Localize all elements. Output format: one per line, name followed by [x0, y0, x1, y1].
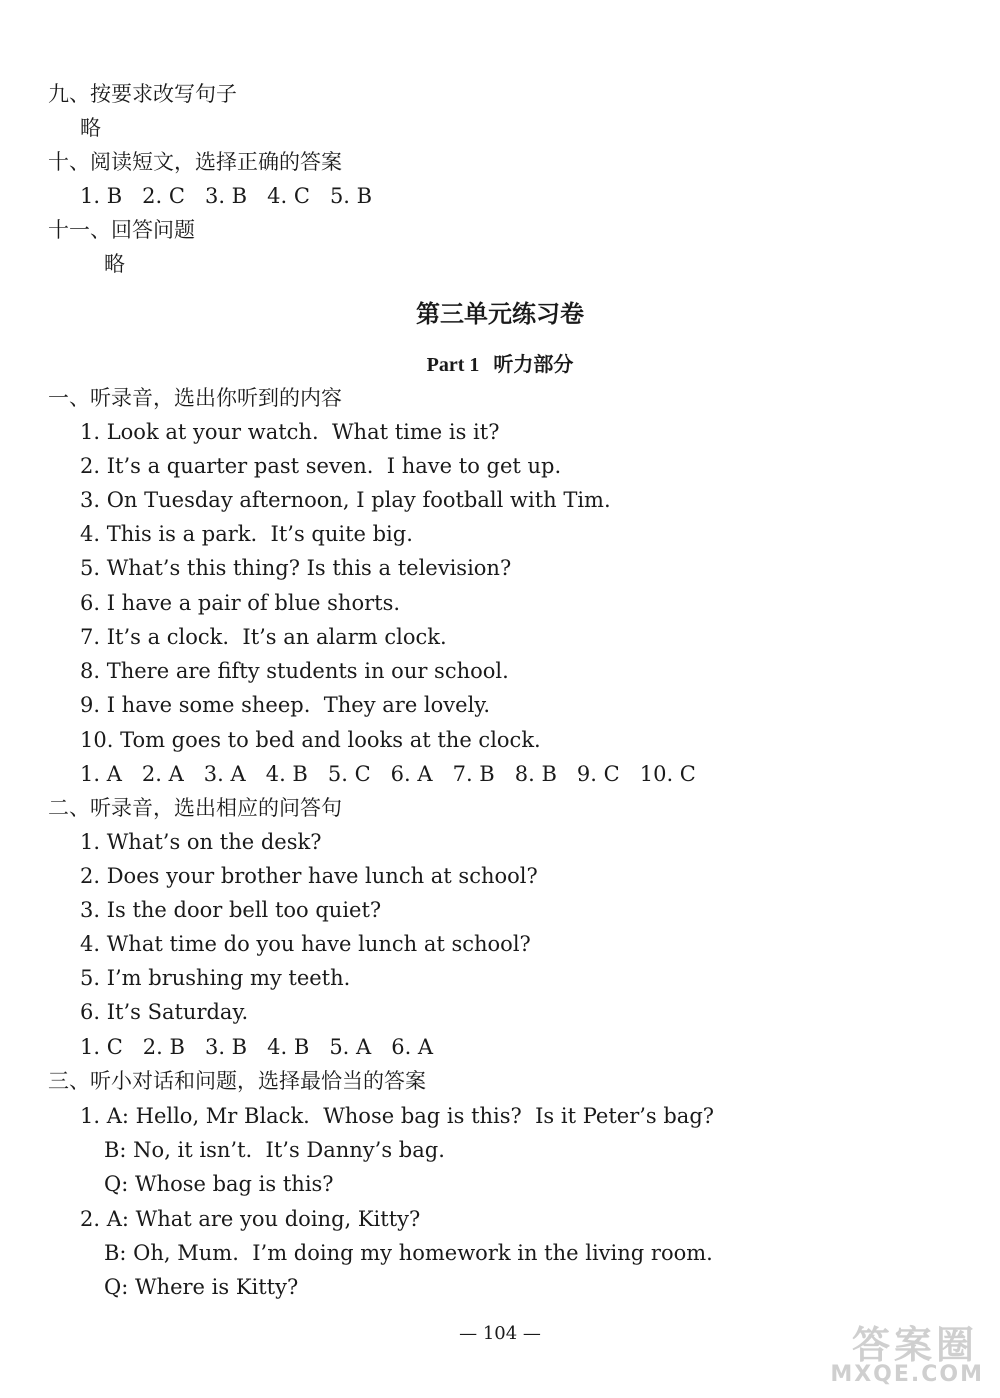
watermark-logo [775, 1310, 990, 1390]
list-item: 6. I have a pair of blue shorts. [80, 591, 401, 615]
list-item: 1. Look at your watch. What time is it? [80, 420, 500, 444]
list-item: 8. There are fifty students in our school. [80, 659, 509, 683]
dialogue-line: Q: Where is Kitty? [104, 1275, 299, 1299]
part-heading [0, 350, 1000, 379]
watermark-cn: 答案圈 [851, 1323, 978, 1367]
list-item: 9. I have some sheep. They are lovely. [80, 693, 491, 717]
list-item: 4. What time do you have lunch at school? [80, 932, 531, 956]
section-answer-9: 略 [80, 116, 101, 140]
list-item: 5. I’m brushing my teeth. [80, 966, 351, 990]
list-item: 4. This is a park. It’s quite big. [80, 522, 413, 546]
list-item: 1. What’s on the desk? [80, 830, 322, 854]
question-heading-2: 二、听录音，选出相应的问答句 [48, 796, 342, 820]
page-number: — 104 — [459, 1323, 541, 1344]
list-item: 2. It’s a quarter past seven. I have to get up. [80, 454, 562, 478]
dialogue-line: B: Oh, Mum. I’m doing my homework in the living room. [104, 1241, 713, 1265]
part-label: Part 1 [426, 354, 480, 376]
dialogue-line: 1. A: Hello, Mr Black. Whose bag is this? Is it Peter’s bag? [80, 1104, 715, 1128]
dialogue-line: 2. A: What are you doing, Kitty? [80, 1207, 421, 1231]
list-item: 5. What’s this thing? Is this a television? [80, 556, 512, 580]
watermark-en: MXQE.COM [830, 1362, 984, 1387]
section-heading-11: 十一、回答问题 [48, 218, 195, 242]
unit-title: 第三单元练习卷 [416, 300, 584, 328]
list-item: 6. It’s Saturday. [80, 1000, 249, 1024]
section-heading-9: 九、按要求改写句子 [48, 82, 237, 106]
section-answers-10: 1. B 2. C 3. B 4. C 5. B [80, 184, 373, 208]
list-item: 2. Does your brother have lunch at school? [80, 864, 538, 888]
section-heading-10: 十、阅读短文，选择正确的答案 [48, 150, 342, 174]
section-answer-11: 略 [104, 252, 125, 276]
list-item: 7. It’s a clock. It’s an alarm clock. [80, 625, 447, 649]
part-name: 听力部分 [493, 352, 574, 376]
question-answers-2: 1. C 2. B 3. B 4. B 5. A 6. A [80, 1035, 434, 1059]
dialogue-line: Q: Whose bag is this? [104, 1172, 334, 1196]
list-item: 3. Is the door bell too quiet? [80, 898, 382, 922]
question-heading-3: 三、听小对话和问题，选择最恰当的答案 [48, 1069, 426, 1093]
question-answers-1: 1. A 2. A 3. A 4. B 5. C 6. A 7. B 8. B 9. C 10. C [80, 762, 696, 786]
dialogue-line: B: No, it isn’t. It’s Danny’s bag. [104, 1138, 445, 1162]
list-item: 10. Tom goes to bed and looks at the clock. [80, 728, 541, 752]
question-heading-1: 一、听录音，选出你听到的内容 [48, 386, 342, 410]
list-item: 3. On Tuesday afternoon, I play football with Tim. [80, 488, 611, 512]
